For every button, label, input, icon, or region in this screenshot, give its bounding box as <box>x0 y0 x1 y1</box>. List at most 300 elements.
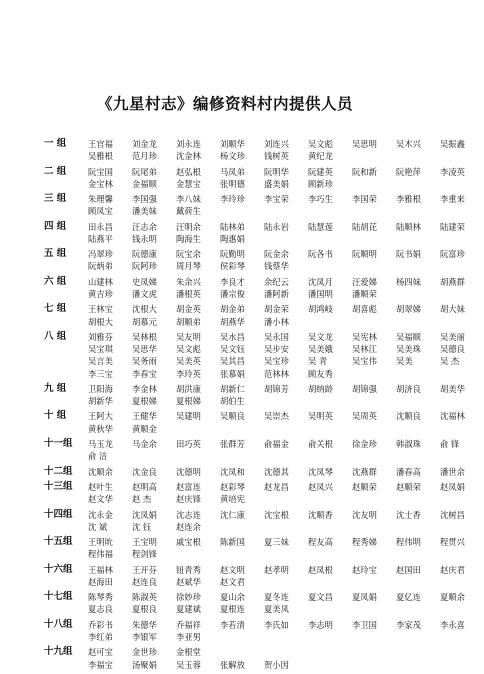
group-label: 一 组 <box>44 138 67 149</box>
person-name: 黄纪龙 <box>308 151 333 162</box>
person-name: 顾新珍 <box>308 178 333 189</box>
person-name: 刘永连 <box>176 139 201 149</box>
person-name: 吴福顺 <box>396 331 421 342</box>
name-row <box>88 576 484 588</box>
person-name: 吴务雨 <box>132 356 157 367</box>
person-name: 杨四妹 <box>396 276 421 287</box>
person-name: 李志明 <box>308 619 333 630</box>
person-name: 吴振鑫 <box>440 139 465 149</box>
person-name: 周月琴 <box>176 261 201 272</box>
person-name: 吴友明 <box>176 331 201 342</box>
name-row <box>88 521 484 533</box>
person-name: 吴德良 <box>440 344 465 355</box>
person-name: 阮和新 <box>352 166 377 177</box>
person-name: 吴宝伟 <box>352 356 377 367</box>
person-name: 韩淑珠 <box>396 439 421 449</box>
person-name: 沈凤和 <box>220 466 245 477</box>
person-name: 马凤弟 <box>220 166 245 177</box>
person-name: 钱蔡华 <box>264 261 289 272</box>
person-name: 盛美娟 <box>264 178 289 189</box>
person-name: 赵彩琴 <box>220 481 245 492</box>
group-block <box>44 248 465 272</box>
person-name: 乔彩书 <box>88 619 113 630</box>
person-name: 吴林根 <box>132 331 157 342</box>
group-block <box>44 410 465 434</box>
person-name: 夏根娣 <box>176 396 201 407</box>
person-name: 汪爱娣 <box>352 276 377 287</box>
person-name: 范林林 <box>264 368 289 379</box>
person-name: 吴美珠 <box>396 344 421 355</box>
group-names <box>88 564 484 588</box>
person-name: 沈燕群 <box>352 466 377 477</box>
person-name: 吴思明 <box>352 139 377 149</box>
person-name: 赵孝明 <box>264 564 289 575</box>
name-row <box>88 548 484 560</box>
person-name: 范月珍 <box>132 151 157 162</box>
group-block <box>44 303 465 327</box>
person-name: 阮阿珍 <box>132 261 157 272</box>
person-name: 沈根大 <box>132 304 157 315</box>
person-name: 贺小因 <box>264 659 289 670</box>
person-name: 陆顺林 <box>396 221 421 232</box>
person-name: 胡洪康 <box>176 383 201 394</box>
group-label: 十七组 <box>44 591 73 603</box>
person-name: 刘顺华 <box>220 139 245 149</box>
person-name: 阮金余 <box>264 249 289 260</box>
person-name: 赵海田 <box>88 576 113 587</box>
person-name: 赵文君 <box>220 576 245 587</box>
person-name: 夏文昌 <box>308 592 333 603</box>
name-row <box>88 331 484 343</box>
person-name: 吴顺良 <box>220 411 245 422</box>
group-label: 十八组 <box>44 618 73 630</box>
person-name: 沈树昌 <box>440 509 465 520</box>
person-name: 王官福 <box>88 139 113 149</box>
person-name: 程伟福 <box>88 549 113 560</box>
name-row <box>88 276 484 288</box>
person-name: 潘顺荣 <box>352 289 377 299</box>
group-block <box>44 480 465 505</box>
person-name: 潘美妹 <box>132 206 157 217</box>
person-name: 沈志连 <box>176 509 201 520</box>
person-name: 胡新仁 <box>220 383 245 394</box>
person-name: 汪明余 <box>176 221 201 232</box>
person-name: 赵庆君 <box>440 564 465 575</box>
name-row <box>88 646 444 658</box>
name-row <box>88 591 484 603</box>
person-name: 吴水昌 <box>220 331 245 342</box>
person-name: 潘根英 <box>176 289 201 299</box>
name-row <box>88 233 484 245</box>
person-name: 乔福祥 <box>176 619 201 630</box>
group-label: 五 组 <box>44 248 67 260</box>
person-name: 卫阳海 <box>88 383 113 394</box>
person-name: 阮尾弟 <box>132 166 157 177</box>
group-label: 十三组 <box>44 480 73 492</box>
person-name: 吴宝珍 <box>264 356 289 367</box>
person-name: 李玲英 <box>176 368 201 379</box>
person-name: 阮德康 <box>132 249 157 260</box>
person-name: 赵文明 <box>220 564 245 575</box>
group-label: 十二组 <box>44 465 73 477</box>
person-name: 李氏如 <box>264 619 289 630</box>
person-name: 戚宝根 <box>176 537 201 548</box>
person-name: 赵龙昌 <box>264 481 289 492</box>
person-name: 张明德 <box>220 178 245 189</box>
group-block <box>44 536 465 560</box>
person-name: 吴美丽 <box>440 331 465 342</box>
person-name: 朱理馨 <box>88 194 113 205</box>
group-label: 十四组 <box>44 508 73 520</box>
group-names <box>88 166 484 190</box>
person-name: 赵斌华 <box>176 576 201 587</box>
person-name: 金世珍 <box>132 647 157 658</box>
person-name: 沈金良 <box>132 466 157 477</box>
person-name: 夏冬连 <box>264 592 289 603</box>
group-names <box>88 383 484 407</box>
person-name: 吴林江 <box>352 344 377 355</box>
group-label: 三 组 <box>44 193 67 205</box>
person-name: 胡燕群 <box>440 276 465 287</box>
name-row <box>88 178 484 190</box>
person-name: 李卫国 <box>352 619 377 630</box>
person-name: 胡翠娣 <box>396 304 421 315</box>
person-name: 李永喜 <box>440 619 465 630</box>
name-row <box>88 138 484 150</box>
person-name: 山建林 <box>88 276 113 287</box>
person-name: 陆慧莲 <box>308 221 333 232</box>
name-row <box>88 564 484 576</box>
person-name: 赵凤根 <box>308 564 333 575</box>
groups-list <box>44 138 465 674</box>
name-row <box>88 481 484 493</box>
person-name: 沈士香 <box>396 509 421 520</box>
person-name: 夏根娣 <box>132 396 157 407</box>
name-row <box>88 536 484 548</box>
person-name: 沈 钰 <box>132 521 152 532</box>
person-name: 吴雅根 <box>88 151 113 162</box>
person-name: 胡伯生 <box>220 396 245 407</box>
group-names <box>88 438 484 462</box>
person-name: 吴其昌 <box>220 356 245 367</box>
person-name: 吴建明 <box>176 411 201 422</box>
name-row <box>88 343 484 355</box>
name-row <box>88 410 484 422</box>
person-name: 赵凤兴 <box>308 481 333 492</box>
person-name: 赵 杰 <box>132 494 152 505</box>
group-label: 九 组 <box>44 382 67 394</box>
person-name: 赵连余 <box>176 521 201 532</box>
person-name: 赵连良 <box>132 576 157 587</box>
person-name: 胡金荣 <box>264 304 289 315</box>
name-row <box>88 631 484 643</box>
person-name: 李银军 <box>132 631 157 642</box>
group-label: 十九组 <box>44 646 73 658</box>
name-row <box>88 193 484 205</box>
person-name: 潘春高 <box>396 466 421 477</box>
person-name: 徐妙珍 <box>176 592 201 603</box>
person-name: 冯翠珍 <box>88 249 113 260</box>
person-name: 陆胡芘 <box>352 221 377 232</box>
person-name: 陆永岩 <box>264 221 289 232</box>
person-name: 汤聚娟 <box>132 659 157 670</box>
name-row <box>88 303 484 315</box>
person-name: 史凤娣 <box>132 276 157 287</box>
person-name: 沈宝根 <box>264 509 289 520</box>
person-name: 夏美凤 <box>264 604 289 615</box>
person-name: 赵明高 <box>132 481 157 492</box>
person-name: 张解放 <box>220 659 245 670</box>
group-block <box>44 563 465 588</box>
person-name: 吴木兴 <box>396 139 421 149</box>
group-names <box>88 303 484 327</box>
person-name: 吴美 <box>396 356 413 367</box>
group-block <box>44 591 465 615</box>
person-name: 沈 斌 <box>88 521 108 532</box>
person-name: 黄吉珍 <box>88 289 113 299</box>
group-label: 十五组 <box>44 536 73 548</box>
person-name: 王明吮 <box>88 537 113 548</box>
person-name: 陆建荣 <box>440 221 465 232</box>
group-label: 六 组 <box>44 275 67 287</box>
person-name: 徐金珍 <box>352 439 377 449</box>
group-names <box>88 619 484 643</box>
group-block <box>44 330 465 380</box>
person-name: 胡顺弟 <box>176 316 201 327</box>
group-block <box>44 618 465 643</box>
person-name: 夏志良 <box>88 604 113 615</box>
person-name: 程秀娣 <box>352 537 377 548</box>
person-name: 胡济良 <box>396 383 421 394</box>
person-name: 潘宗俊 <box>220 289 245 299</box>
group-names <box>88 221 484 245</box>
person-name: 顾友秀 <box>308 368 333 379</box>
group-block <box>44 508 465 533</box>
person-name: 程伟明 <box>396 537 421 548</box>
person-name: 夏建斌 <box>176 604 201 615</box>
person-name: 吴文钰 <box>220 344 245 355</box>
person-name: 潘世余 <box>440 466 465 477</box>
person-name: 程友高 <box>308 537 333 548</box>
person-name: 沈凤月 <box>308 276 333 287</box>
person-name: 李国强 <box>132 194 157 205</box>
person-name: 夏亿连 <box>396 592 421 603</box>
person-name: 胡喜彪 <box>352 304 377 315</box>
person-name: 顾凤宝 <box>88 206 113 217</box>
person-name: 俞 洁 <box>88 451 108 462</box>
person-name: 潘阿新 <box>264 289 289 299</box>
person-name: 马金余 <box>132 439 157 449</box>
person-name: 吴周英 <box>352 411 377 422</box>
person-name: 胡新华 <box>88 396 113 407</box>
person-name: 李金林 <box>132 383 157 394</box>
group-names <box>88 466 484 478</box>
name-row <box>88 166 484 178</box>
name-row <box>88 619 484 631</box>
group-names <box>88 536 484 560</box>
group-block <box>44 646 444 670</box>
person-name: 杨文珍 <box>220 151 245 162</box>
person-name: 阮艳萍 <box>396 166 421 177</box>
person-name: 胡纳龄 <box>308 383 333 394</box>
person-name: 朱余兴 <box>176 276 201 287</box>
person-name: 吴明英 <box>308 411 333 422</box>
person-name: 陈淑英 <box>132 592 157 603</box>
group-names <box>88 331 484 380</box>
person-name: 钮青秀 <box>176 564 201 575</box>
name-row <box>88 260 484 272</box>
person-name: 黄秋华 <box>88 423 113 434</box>
person-name: 李玲珍 <box>220 194 245 205</box>
person-name: 吴美英 <box>176 356 201 367</box>
person-name: 沈德明 <box>176 466 201 477</box>
name-row <box>88 395 484 407</box>
person-name: 刘金龙 <box>132 139 157 149</box>
person-name: 田永昌 <box>88 221 113 232</box>
person-name: 李巧生 <box>308 194 333 205</box>
person-name: 胡锦强 <box>352 383 377 394</box>
person-name: 胡金弟 <box>220 304 245 315</box>
person-name: 王开芬 <box>132 564 157 575</box>
person-name: 阮炳弟 <box>88 261 113 272</box>
name-row <box>88 355 484 367</box>
person-name: 胡燕华 <box>220 316 245 327</box>
person-name: 阮顺明 <box>352 249 377 260</box>
person-name: 阮宝余 <box>176 249 201 260</box>
person-name: 沈仁康 <box>220 509 245 520</box>
name-row <box>88 509 484 521</box>
group-label: 十一组 <box>44 438 73 449</box>
group-names <box>88 138 484 162</box>
person-name: 李雅根 <box>396 194 421 205</box>
group-label: 八 组 <box>44 330 67 342</box>
person-name: 李三宝 <box>88 368 113 379</box>
name-row <box>88 423 484 435</box>
person-name: 赵国田 <box>396 564 421 575</box>
person-name: 赵顺荣 <box>352 481 377 492</box>
person-name: 戴荷生 <box>176 206 201 217</box>
name-row <box>88 438 484 450</box>
group-block <box>44 193 465 217</box>
name-row <box>88 288 484 300</box>
group-block <box>44 165 465 190</box>
person-name: 李良才 <box>220 276 245 287</box>
person-name: 陶惠娟 <box>220 233 245 244</box>
group-names <box>88 248 484 272</box>
person-name: 夏三妹 <box>264 537 289 548</box>
person-name: 程贯兴 <box>440 537 465 548</box>
person-name: 陆燕平 <box>88 233 113 244</box>
group-names <box>88 509 484 533</box>
person-name: 沈顺余 <box>88 466 113 477</box>
person-name: 陈新国 <box>220 537 245 548</box>
person-name: 吴文龙 <box>308 331 333 342</box>
group-names <box>88 276 484 300</box>
person-name: 钱永明 <box>132 233 157 244</box>
person-name: 马玉龙 <box>88 439 113 449</box>
person-name: 胡美华 <box>440 383 465 394</box>
person-name: 赵顺荣 <box>396 481 421 492</box>
person-name: 吴言美 <box>88 356 113 367</box>
person-name: 赵文华 <box>88 494 113 505</box>
group-block <box>44 275 465 300</box>
person-name: 朱德华 <box>132 619 157 630</box>
group-label: 七 组 <box>44 303 67 315</box>
person-name: 金根堂 <box>176 647 201 658</box>
person-name: 张慕娟 <box>220 368 245 379</box>
person-name: 李宝荣 <box>264 194 289 205</box>
group-names <box>88 591 484 615</box>
person-name: 赵玲宝 <box>352 564 377 575</box>
person-name: 俞福金 <box>264 439 289 449</box>
person-name: 胡金英 <box>176 304 201 315</box>
name-row <box>88 205 484 217</box>
person-name: 黄顺金 <box>132 423 157 434</box>
person-name: 沈友明 <box>352 509 377 520</box>
person-name: 赵庆锋 <box>176 494 201 505</box>
person-name: 赵弘根 <box>176 166 201 177</box>
person-name: 刘雅芬 <box>88 331 113 342</box>
person-name: 汪志余 <box>132 221 157 232</box>
person-name: 王宝明 <box>132 537 157 548</box>
person-name: 李红弟 <box>88 631 113 642</box>
person-name: 潘文虎 <box>132 289 157 299</box>
person-name: 夏凤娟 <box>352 592 377 603</box>
person-name: 俞关根 <box>308 439 333 449</box>
person-name: 李八妹 <box>176 194 201 205</box>
group-names <box>88 646 444 670</box>
person-name: 李国荣 <box>352 194 377 205</box>
person-name: 沈凤娟 <box>132 509 157 520</box>
person-name: 陈琴秀 <box>88 592 113 603</box>
person-name: 王健华 <box>132 411 157 422</box>
person-name: 金宝林 <box>88 178 113 189</box>
person-name: 王林宝 <box>88 304 113 315</box>
person-name: 吴文彪 <box>308 139 333 149</box>
group-block <box>44 465 465 478</box>
name-row <box>88 659 444 671</box>
person-name: 夏根连 <box>220 604 245 615</box>
person-name: 沈永金 <box>88 509 113 520</box>
person-name: 吴崇杰 <box>264 411 289 422</box>
person-name: 沈福林 <box>440 411 465 422</box>
person-name: 张群芳 <box>220 439 245 449</box>
person-name: 夏山余 <box>220 592 245 603</box>
person-name: 阮建英 <box>308 166 333 177</box>
person-name: 吴 杰 <box>440 356 460 367</box>
person-name: 吴思华 <box>132 344 157 355</box>
person-name: 吴永国 <box>264 331 289 342</box>
person-name: 李重来 <box>440 194 465 205</box>
person-name: 钱树英 <box>264 151 289 162</box>
person-name: 赵可宝 <box>88 647 113 658</box>
person-name: 阮富珍 <box>440 249 465 260</box>
person-name: 胡慕元 <box>132 316 157 327</box>
person-name: 吴宝琪 <box>88 344 113 355</box>
person-name: 李家茂 <box>396 619 421 630</box>
person-name: 李亚男 <box>176 631 201 642</box>
group-block <box>44 438 460 462</box>
group-block <box>44 220 465 245</box>
person-name: 陶海生 <box>176 233 201 244</box>
name-row <box>88 316 484 328</box>
name-row <box>88 383 484 395</box>
group-label: 十六组 <box>44 563 73 575</box>
person-name: 阮勤明 <box>220 249 245 260</box>
person-name: 胡鸿岐 <box>308 304 333 315</box>
name-row <box>88 150 484 162</box>
name-row <box>88 603 484 615</box>
